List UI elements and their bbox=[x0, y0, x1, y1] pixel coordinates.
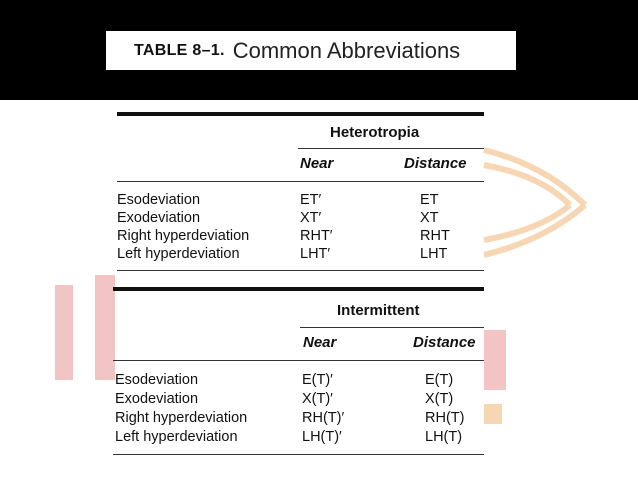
table-title bbox=[106, 31, 516, 70]
table2-row-near: X(T)′ bbox=[302, 391, 333, 407]
table1-row-name: Right hyperdeviation bbox=[117, 228, 250, 244]
table1-group-header: Heterotropia bbox=[330, 124, 420, 141]
table1-near-header: Near bbox=[300, 155, 334, 172]
table1-row-near: RHT′ bbox=[300, 228, 333, 244]
table2-row-name: Esodeviation bbox=[115, 372, 199, 388]
table2-row-distance: E(T) bbox=[425, 372, 454, 388]
table2-row-name: Exodeviation bbox=[115, 391, 199, 407]
table1-row-distance: ET bbox=[420, 192, 439, 208]
table2-header-rule bbox=[113, 360, 484, 361]
table1-row-distance: LHT bbox=[420, 246, 448, 262]
table2-row-distance: RH(T) bbox=[425, 410, 465, 426]
table-number: TABLE 8–1. bbox=[134, 41, 225, 59]
table1-row-distance: XT bbox=[420, 210, 439, 226]
table1-header-rule bbox=[117, 181, 484, 182]
table1-row-name: Left hyperdeviation bbox=[117, 246, 240, 262]
table-caption: Common Abbreviations bbox=[232, 37, 461, 63]
table2-row-near: RH(T)′ bbox=[302, 410, 345, 426]
table2-near-header: Near bbox=[303, 334, 337, 351]
table2-top-rule bbox=[113, 287, 484, 291]
table2-row-near: LH(T)′ bbox=[302, 429, 342, 445]
table1-row-near: ET′ bbox=[300, 192, 322, 208]
table2-row-distance: X(T) bbox=[425, 391, 454, 407]
table2-bottom-rule bbox=[113, 454, 484, 455]
table2-row-name: Right hyperdeviation bbox=[115, 410, 248, 426]
table1-top-rule bbox=[117, 112, 484, 116]
table2-row-name: Left hyperdeviation bbox=[115, 429, 238, 445]
table2-row-near: E(T)′ bbox=[302, 372, 333, 388]
table2-group-header: Intermittent bbox=[337, 302, 420, 319]
table1-row-near: XT′ bbox=[300, 210, 322, 226]
table1-row-near: LHT′ bbox=[300, 246, 331, 262]
table1-row-distance: RHT bbox=[420, 228, 450, 244]
table1-row-name: Exodeviation bbox=[117, 210, 201, 226]
table2-group-rule bbox=[300, 327, 484, 328]
table1-group-rule bbox=[298, 148, 484, 149]
table1-row-name: Esodeviation bbox=[117, 192, 201, 208]
table2-row-distance: LH(T) bbox=[425, 429, 463, 445]
table1-distance-header: Distance bbox=[404, 155, 467, 172]
table2-distance-header: Distance bbox=[413, 334, 476, 351]
table1-bottom-rule bbox=[117, 270, 484, 271]
